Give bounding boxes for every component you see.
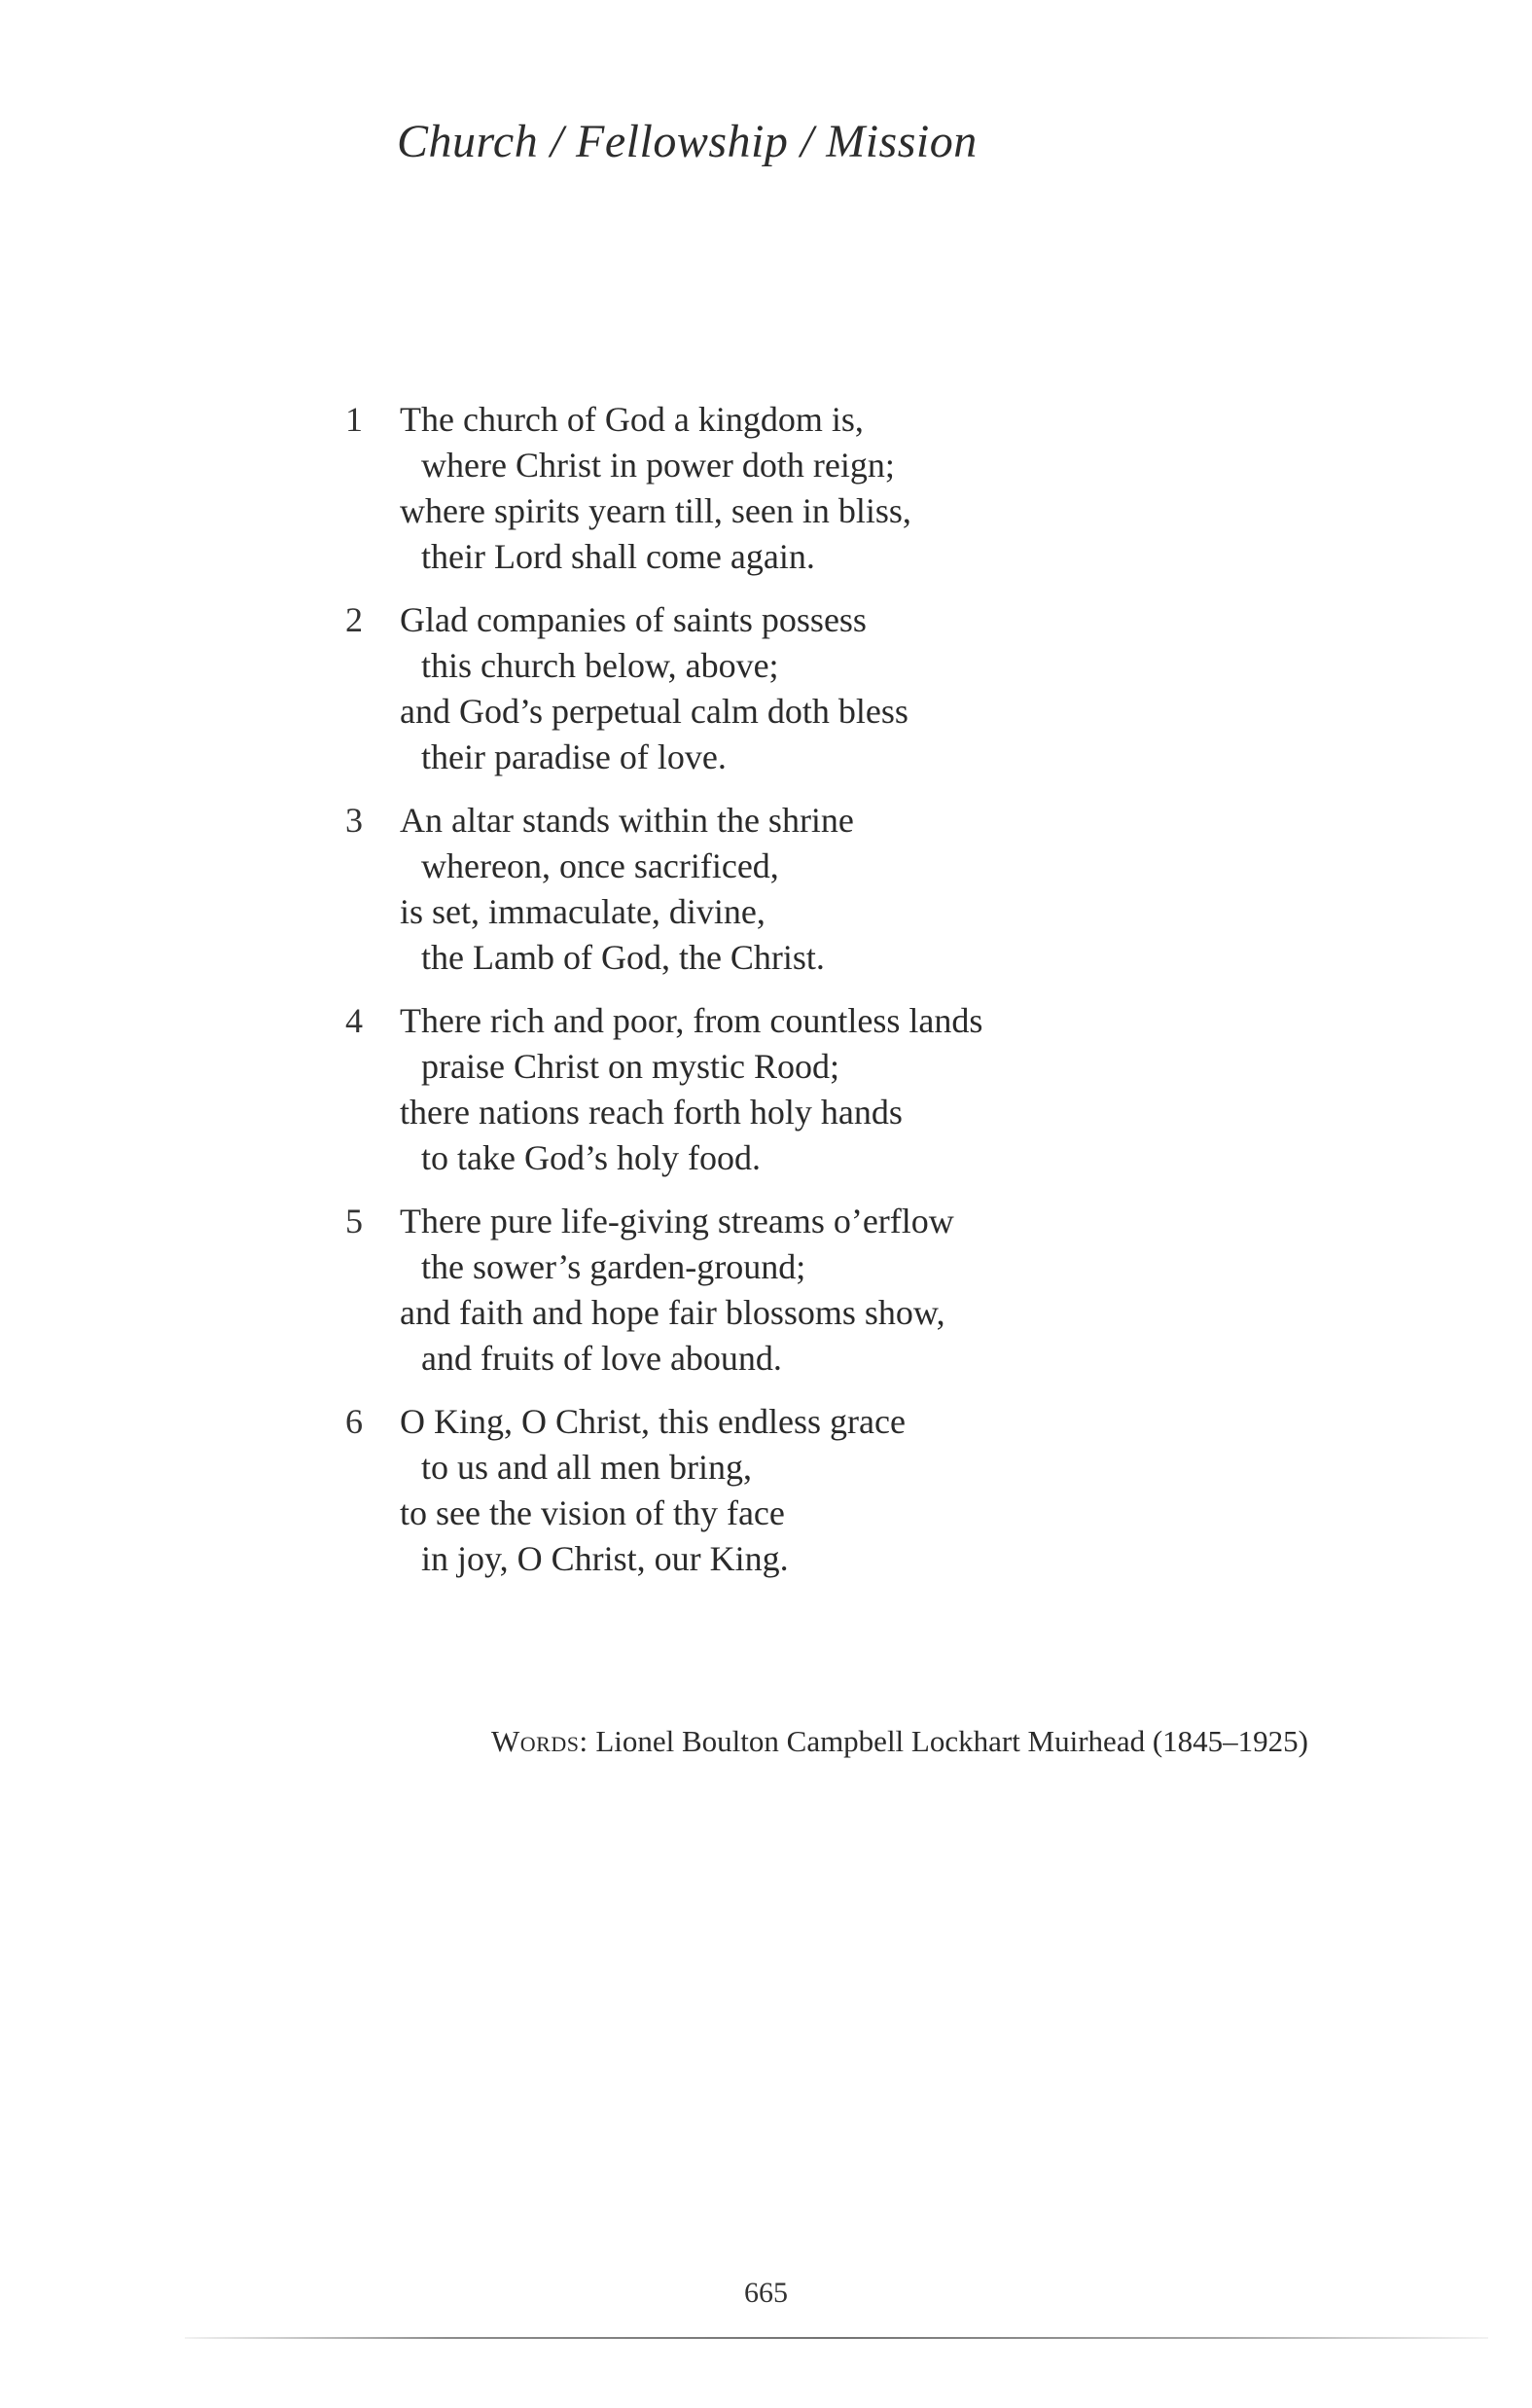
verse-line: praise Christ on mystic Rood; [421,1047,839,1086]
verse-line: An altar stands within the shrine [400,801,854,840]
page-number: 665 [744,2277,788,2309]
verse-1 [345,397,1318,580]
verse-3 [345,798,1318,981]
verse-line: to take God’s holy food. [421,1138,761,1177]
verse-line: to us and all men bring, [421,1448,752,1487]
verse-line: to see the vision of thy face [400,1493,785,1532]
verse-line: their paradise of love. [421,737,727,776]
verse-number: 6 [345,1402,363,1441]
verse-2 [345,597,1318,780]
hymn-verses [345,397,1318,1599]
verse-number: 2 [345,600,363,639]
verse-line: There pure life-giving streams o’erflow [400,1202,954,1240]
verse-lines [400,397,1318,580]
verse-line: their Lord shall come again. [421,537,815,576]
verse-line: and faith and hope fair blossoms show, [400,1293,945,1332]
verse-6 [345,1399,1318,1582]
verse-number: 1 [345,400,363,439]
verse-lines [400,597,1318,780]
verse-line: the sower’s garden-ground; [421,1247,806,1286]
verse-line: The church of God a kingdom is, [400,400,864,439]
words-attribution [491,1724,1308,1759]
verse-lines [400,798,1318,981]
section-title: Church / Fellowship / Mission [397,116,978,167]
verse-number: 4 [345,1001,363,1040]
page-rule [185,2337,1488,2339]
verse-line: where Christ in power doth reign; [421,446,895,485]
verse-line: O King, O Christ, this endless grace [400,1402,906,1441]
verse-lines [400,1399,1318,1582]
verse-line: Glad companies of saints possess [400,600,867,639]
verse-line: and God’s perpetual calm doth bless [400,692,909,731]
verse-line: in joy, O Christ, our King. [421,1539,789,1578]
verse-line: where spirits yearn till, seen in bliss, [400,491,911,530]
verse-line: There rich and poor, from countless lands [400,1001,983,1040]
verse-number: 5 [345,1202,363,1240]
verse-number: 3 [345,801,363,840]
attribution-author: Lionel Boulton Campbell Lockhart Muirhead (1845–1925) [595,1724,1308,1758]
attribution-label: Words: [491,1724,588,1758]
verse-line: whereon, once sacrificed, [421,846,779,885]
verse-lines [400,998,1318,1181]
verse-line: is set, immaculate, divine, [400,892,766,931]
verse-lines [400,1199,1318,1382]
verse-line: and fruits of love abound. [421,1339,782,1378]
verse-line: this church below, above; [421,646,779,685]
verse-line: the Lamb of God, the Christ. [421,938,825,977]
verse-4 [345,998,1318,1181]
verse-line: there nations reach forth holy hands [400,1093,903,1132]
verse-5 [345,1199,1318,1382]
